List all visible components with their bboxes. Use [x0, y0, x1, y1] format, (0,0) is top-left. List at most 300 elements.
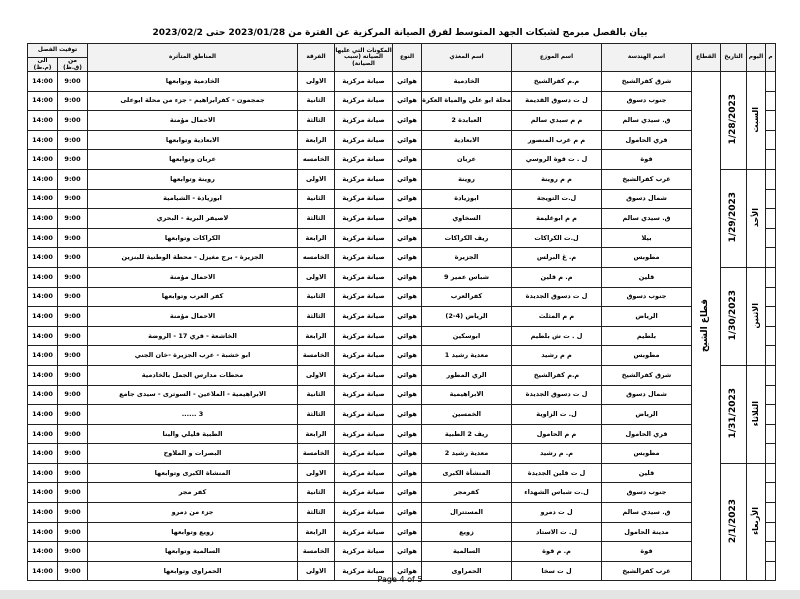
day-label: الأربعاء	[750, 507, 760, 536]
feeder-cell: زويع	[422, 522, 512, 542]
components-cell: صيانة مركزية	[335, 72, 393, 92]
dist-cell: م م روينة	[512, 169, 602, 189]
feeder-cell: الابعادية	[422, 130, 512, 150]
table-row	[28, 385, 776, 405]
row-marker-cell	[766, 326, 776, 346]
day-label: السبت	[750, 106, 760, 133]
table-row	[28, 444, 776, 464]
to-cell: 14:00	[28, 424, 58, 444]
row-marker-cell	[766, 424, 776, 444]
date-cell	[721, 169, 747, 267]
col-components: المكونات التي عليها الصيانه (سبب الصيانة)	[335, 44, 393, 72]
eng-cell: مطوبس	[602, 346, 692, 366]
components-cell: صيانة مركزية	[335, 150, 393, 170]
areas-cell: الجزيرة - برج مغيزل - محطة الوطنية للبنزين	[88, 248, 298, 268]
type-cell: هوائي	[393, 365, 422, 385]
dist-cell: ل.ت التويجة	[512, 189, 602, 209]
row-marker-cell	[766, 209, 776, 229]
eng-cell: الرياض	[602, 405, 692, 425]
table-row	[28, 150, 776, 170]
type-cell: هوائي	[393, 111, 422, 131]
components-cell: صيانة مركزية	[335, 444, 393, 464]
areas-cell: ابوزيادة - الشيامية	[88, 189, 298, 209]
components-cell: صيانة مركزية	[335, 189, 393, 209]
col-day: اليوم	[747, 44, 766, 72]
type-cell: هوائي	[393, 228, 422, 248]
row-marker-cell	[766, 130, 776, 150]
eng-cell: قوة	[602, 150, 692, 170]
team-cell: الثانية	[298, 91, 335, 111]
components-cell: صيانة مركزية	[335, 307, 393, 327]
table-row	[28, 189, 776, 209]
row-marker-cell	[766, 385, 776, 405]
table-row	[28, 346, 776, 366]
row-marker-cell	[766, 248, 776, 268]
eng-cell: شمال دسوق	[602, 189, 692, 209]
eng-cell: ق. سيدي سالم	[602, 209, 692, 229]
from-cell: 9:00	[58, 209, 88, 229]
to-cell: 14:00	[28, 130, 58, 150]
components-cell: صيانة مركزية	[335, 503, 393, 523]
eng-cell: بيلا	[602, 228, 692, 248]
row-marker-cell	[766, 522, 776, 542]
eng-cell: الرياض	[602, 307, 692, 327]
date-label: 1/31/2023	[727, 388, 738, 439]
day-label: الاثنين	[750, 302, 760, 329]
from-cell: 9:00	[58, 326, 88, 346]
from-cell: 9:00	[58, 405, 88, 425]
row-marker-cell	[766, 346, 776, 366]
areas-cell: ابو خشبة - عرب الجزيرة -خان الجني	[88, 346, 298, 366]
components-cell: صيانة مركزية	[335, 405, 393, 425]
feeder-cell: الري المطور	[422, 365, 512, 385]
feeder-cell: الرياض (4-2)	[422, 307, 512, 327]
row-marker-cell	[766, 91, 776, 111]
components-cell: صيانة مركزية	[335, 326, 393, 346]
dist-cell: ل ت دسوق الجديدة	[512, 385, 602, 405]
dist-cell: ل . ت قوة الروسي	[512, 150, 602, 170]
areas-cell: جزء من دمرو	[88, 503, 298, 523]
eng-cell: قري الحامول	[602, 130, 692, 150]
dist-cell: ل ت دمرو	[512, 503, 602, 523]
eng-cell: ق. سيدي سالم	[602, 503, 692, 523]
day-cell	[747, 72, 766, 170]
row-marker-cell	[766, 169, 776, 189]
components-cell: صيانة مركزية	[335, 542, 393, 562]
components-cell: صيانة مركزية	[335, 424, 393, 444]
team-cell: الرابعة	[298, 326, 335, 346]
dist-cell: م. غ البرلس	[512, 248, 602, 268]
date-cell	[721, 267, 747, 365]
components-cell: صيانة مركزية	[335, 287, 393, 307]
to-cell: 14:00	[28, 72, 58, 92]
type-cell: هوائي	[393, 522, 422, 542]
team-cell: الثالثة	[298, 307, 335, 327]
dist-cell: م.م كفرالشيخ	[512, 72, 602, 92]
team-cell: الاولى	[298, 169, 335, 189]
to-cell: 14:00	[28, 444, 58, 464]
feeder-cell: الابراهيمية	[422, 385, 512, 405]
table-row	[28, 326, 776, 346]
row-marker-cell	[766, 405, 776, 425]
from-cell: 9:00	[58, 72, 88, 92]
feeder-cell: السالمية	[422, 542, 512, 562]
table-row	[28, 91, 776, 111]
type-cell: هوائي	[393, 405, 422, 425]
viewer-bottom-bar	[0, 590, 800, 599]
areas-cell: الابراهيمية - الملاعين - السوترى - سيدى جامع	[88, 385, 298, 405]
from-cell: 9:00	[58, 150, 88, 170]
components-cell: صيانة مركزية	[335, 522, 393, 542]
day-cell	[747, 267, 766, 365]
feeder-cell: كفرالعرب	[422, 287, 512, 307]
areas-cell: الخاشعة - قري 17 - الروضة	[88, 326, 298, 346]
from-cell: 9:00	[58, 463, 88, 483]
feeder-cell: ابوسكين	[422, 326, 512, 346]
eng-cell: جنوب دسوق	[602, 483, 692, 503]
row-marker-cell	[766, 542, 776, 562]
date-cell	[721, 72, 747, 170]
team-cell: الثالثة	[298, 111, 335, 131]
feeder-cell: السخاوي	[422, 209, 512, 229]
to-cell: 14:00	[28, 189, 58, 209]
dist-cell: ل ت قلين الجديدة	[512, 463, 602, 483]
day-label: الأحد	[750, 208, 760, 228]
to-cell: 14:00	[28, 209, 58, 229]
row-marker-cell	[766, 483, 776, 503]
type-cell: هوائي	[393, 307, 422, 327]
dist-cell: م. م قلين	[512, 267, 602, 287]
feeder-cell: الخمسين	[422, 405, 512, 425]
team-cell: الثالثة	[298, 503, 335, 523]
areas-cell: روينة وتوابعها	[88, 169, 298, 189]
dist-cell: ل.ت الكراكات	[512, 228, 602, 248]
dist-cell: ل.ت شباس الشهداء	[512, 483, 602, 503]
type-cell: هوائي	[393, 267, 422, 287]
type-cell: هوائي	[393, 248, 422, 268]
to-cell: 14:00	[28, 503, 58, 523]
table-row	[28, 463, 776, 483]
dist-cell: ل ت دسوق الجديدة	[512, 287, 602, 307]
to-cell: 14:00	[28, 385, 58, 405]
eng-cell: شمال دسوق	[602, 385, 692, 405]
col-from: من (ق.ظ)	[58, 58, 88, 72]
to-cell: 14:00	[28, 405, 58, 425]
table-row	[28, 111, 776, 131]
to-cell: 14:00	[28, 267, 58, 287]
from-cell: 9:00	[58, 189, 88, 209]
eng-cell: مدينة الحامول	[602, 522, 692, 542]
table-row	[28, 307, 776, 327]
col-team: الفرقة	[298, 44, 335, 72]
components-cell: صيانة مركزية	[335, 111, 393, 131]
dist-cell: م م المثلث	[512, 307, 602, 327]
team-cell: الرابعة	[298, 228, 335, 248]
feeder-cell: معدية رشيد 2	[422, 444, 512, 464]
row-marker-cell	[766, 444, 776, 464]
dist-cell: ل . ت ش بلطيم	[512, 326, 602, 346]
col-sector: القطاع	[692, 44, 721, 72]
dist-cell: م م ابوغليمة	[512, 209, 602, 229]
table-row	[28, 228, 776, 248]
eng-cell: ق. سيدي سالم	[602, 111, 692, 131]
to-cell: 14:00	[28, 91, 58, 111]
team-cell: الثانية	[298, 189, 335, 209]
eng-cell: شرق كفرالشيخ	[602, 72, 692, 92]
from-cell: 9:00	[58, 385, 88, 405]
areas-cell: كفر العرب وتوابعها	[88, 287, 298, 307]
date-label: 1/28/2023	[727, 94, 738, 145]
eng-cell: شرق كفرالشيخ	[602, 365, 692, 385]
row-marker-cell	[766, 307, 776, 327]
from-cell: 9:00	[58, 267, 88, 287]
feeder-cell: العبابدة 2	[422, 111, 512, 131]
areas-cell: الكراكات وتوابعها	[88, 228, 298, 248]
table-row	[28, 503, 776, 523]
feeder-cell: عربان	[422, 150, 512, 170]
date-label: 2/1/2023	[727, 499, 738, 544]
type-cell: هوائي	[393, 542, 422, 562]
team-cell: الثالثة	[298, 405, 335, 425]
feeder-cell: ابوزيادة	[422, 189, 512, 209]
components-cell: صيانة مركزية	[335, 346, 393, 366]
type-cell: هوائي	[393, 91, 422, 111]
team-cell: الثانية	[298, 483, 335, 503]
eng-cell: قلين	[602, 463, 692, 483]
to-cell: 14:00	[28, 287, 58, 307]
eng-cell: غرب كفرالشيخ	[602, 561, 692, 581]
eng-cell: جنوب دسوق	[602, 287, 692, 307]
team-cell: الخامسه	[298, 150, 335, 170]
team-cell: الاولى	[298, 72, 335, 92]
from-cell: 9:00	[58, 542, 88, 562]
col-m: م	[766, 44, 776, 72]
type-cell: هوائي	[393, 346, 422, 366]
components-cell: صيانة مركزية	[335, 483, 393, 503]
type-cell: هوائي	[393, 189, 422, 209]
components-cell: صيانة مركزية	[335, 248, 393, 268]
areas-cell: 3 ......	[88, 405, 298, 425]
row-marker-cell	[766, 150, 776, 170]
table-header	[28, 44, 776, 72]
dist-cell: م م الحامول	[512, 424, 602, 444]
areas-cell: جمجمون - كفرابراهيم - جزء من محلة ابوعلى	[88, 91, 298, 111]
feeder-cell: روينة	[422, 169, 512, 189]
col-dist: اسم الموزع	[512, 44, 602, 72]
feeder-cell: معدية رشيد 1	[422, 346, 512, 366]
to-cell: 14:00	[28, 522, 58, 542]
row-marker-cell	[766, 503, 776, 523]
components-cell: صيانة مركزية	[335, 385, 393, 405]
sector-cell	[692, 72, 721, 581]
team-cell: الاولى	[298, 463, 335, 483]
eng-cell: غرب كفرالشيخ	[602, 169, 692, 189]
schedule-table	[27, 43, 776, 581]
areas-cell: الطبية قليلي والبنا	[88, 424, 298, 444]
components-cell: صيانة مركزية	[335, 228, 393, 248]
dist-cell: ل. ت الزاوية	[512, 405, 602, 425]
areas-cell: عربان وتوابعها	[88, 150, 298, 170]
team-cell: الخامسة	[298, 346, 335, 366]
eng-cell: مطوبس	[602, 444, 692, 464]
eng-cell: جنوب دسوق	[602, 91, 692, 111]
feeder-cell: ريف 2 الطبية	[422, 424, 512, 444]
from-cell: 9:00	[58, 365, 88, 385]
row-marker-cell	[766, 189, 776, 209]
to-cell: 14:00	[28, 248, 58, 268]
to-cell: 14:00	[28, 111, 58, 131]
table-row	[28, 130, 776, 150]
table-row	[28, 267, 776, 287]
dist-cell: م م رشيد	[512, 346, 602, 366]
components-cell: صيانة مركزية	[335, 130, 393, 150]
row-marker-cell	[766, 267, 776, 287]
day-label: الثلاثاء	[750, 400, 760, 427]
date-cell	[721, 365, 747, 463]
to-cell: 14:00	[28, 307, 58, 327]
components-cell: صيانة مركزية	[335, 267, 393, 287]
components-cell: صيانة مركزية	[335, 209, 393, 229]
col-type: النوع	[393, 44, 422, 72]
type-cell: هوائي	[393, 561, 422, 581]
from-cell: 9:00	[58, 503, 88, 523]
from-cell: 9:00	[58, 424, 88, 444]
areas-cell: كفر مجر	[88, 483, 298, 503]
areas-cell: البصرات و الملاوح	[88, 444, 298, 464]
row-marker-cell	[766, 228, 776, 248]
feeder-cell: المنشأة الكبرى	[422, 463, 512, 483]
feeder-cell: كفرمجر	[422, 483, 512, 503]
components-cell: صيانة مركزية	[335, 169, 393, 189]
dist-cell: م م غرب المنصور	[512, 130, 602, 150]
from-cell: 9:00	[58, 248, 88, 268]
from-cell: 9:00	[58, 483, 88, 503]
to-cell: 14:00	[28, 326, 58, 346]
to-cell: 14:00	[28, 346, 58, 366]
team-cell: الاولى	[298, 365, 335, 385]
dist-cell: م.م كفرالشيخ	[512, 365, 602, 385]
type-cell: هوائي	[393, 72, 422, 92]
page-number: Page 4 of 5	[377, 575, 423, 584]
to-cell: 14:00	[28, 169, 58, 189]
areas-cell: الاحمال مؤمنة	[88, 111, 298, 131]
row-marker-cell	[766, 72, 776, 92]
type-cell: هوائي	[393, 385, 422, 405]
areas-cell: الخادمية وتوابعها	[88, 72, 298, 92]
type-cell: هوائي	[393, 130, 422, 150]
document-title: بيان بالفصل مبرمج لشبكات الجهد المتوسط لفرق الصيانة المركزية عن الفترة من 2023/01/28 حتى 2023/02/2	[152, 28, 648, 38]
from-cell: 9:00	[58, 130, 88, 150]
day-cell	[747, 169, 766, 267]
table-row	[28, 169, 776, 189]
team-cell: الرابعة	[298, 522, 335, 542]
components-cell: صيانة مركزية	[335, 561, 393, 581]
date-label: 1/29/2023	[727, 192, 738, 243]
dist-cell: ل. ت الاستاد	[512, 522, 602, 542]
day-cell	[747, 463, 766, 581]
areas-cell: السالمية وتوابعها	[88, 542, 298, 562]
col-date: التاريخ	[721, 44, 747, 72]
from-cell: 9:00	[58, 91, 88, 111]
feeder-cell: الخادمية	[422, 72, 512, 92]
to-cell: 14:00	[28, 228, 58, 248]
from-cell: 9:00	[58, 561, 88, 581]
from-cell: 9:00	[58, 444, 88, 464]
type-cell: هوائي	[393, 209, 422, 229]
to-cell: 14:00	[28, 483, 58, 503]
to-cell: 14:00	[28, 542, 58, 562]
table-row	[28, 522, 776, 542]
date-cell	[721, 463, 747, 581]
type-cell: هوائي	[393, 424, 422, 444]
dist-cell: م. م قوة	[512, 542, 602, 562]
table-row	[28, 72, 776, 92]
dist-cell: ل ت دسوق القديمة	[512, 91, 602, 111]
to-cell: 14:00	[28, 365, 58, 385]
eng-cell: قري الحامول	[602, 424, 692, 444]
components-cell: صيانة مركزية	[335, 365, 393, 385]
type-cell: هوائي	[393, 463, 422, 483]
areas-cell: الاحمال مؤمنة	[88, 267, 298, 287]
team-cell: الرابعة	[298, 424, 335, 444]
table-row	[28, 287, 776, 307]
from-cell: 9:00	[58, 111, 88, 131]
type-cell: هوائي	[393, 287, 422, 307]
col-feeder: اسم المغذي	[422, 44, 512, 72]
from-cell: 9:00	[58, 522, 88, 542]
from-cell: 9:00	[58, 228, 88, 248]
team-cell: الثالثة	[298, 209, 335, 229]
table-row	[28, 424, 776, 444]
row-marker-cell	[766, 111, 776, 131]
table-body	[28, 72, 776, 581]
table-row	[28, 405, 776, 425]
eng-cell: قوة	[602, 542, 692, 562]
table-row	[28, 209, 776, 229]
team-cell: الخامسة	[298, 444, 335, 464]
row-marker-cell	[766, 287, 776, 307]
type-cell: هوائي	[393, 444, 422, 464]
areas-cell: محطات مدارس الجمل بالخادمية	[88, 365, 298, 385]
areas-cell: المنشاة الكبرى وتوابعها	[88, 463, 298, 483]
from-cell: 9:00	[58, 169, 88, 189]
team-cell: الرابعة	[298, 130, 335, 150]
type-cell: هوائي	[393, 503, 422, 523]
areas-cell: لاصيفر البرية - البحري	[88, 209, 298, 229]
type-cell: هوائي	[393, 169, 422, 189]
day-cell	[747, 365, 766, 463]
eng-cell: قلين	[602, 267, 692, 287]
dist-cell: ل ت سخا	[512, 561, 602, 581]
sector-label: قطاع الشيخ	[700, 298, 711, 352]
team-cell: الخامسه	[298, 248, 335, 268]
table-row	[28, 365, 776, 385]
components-cell: صيانة مركزية	[335, 463, 393, 483]
areas-cell: الاحمال مؤمنة	[88, 307, 298, 327]
feeder-cell: شباس عمير 9	[422, 267, 512, 287]
row-marker-cell	[766, 463, 776, 483]
type-cell: هوائي	[393, 326, 422, 346]
feeder-cell: المستترال	[422, 503, 512, 523]
components-cell: صيانة مركزية	[335, 91, 393, 111]
col-eng: اسم الهندسة	[602, 44, 692, 72]
from-cell: 9:00	[58, 287, 88, 307]
feeder-cell: الجزيرة	[422, 248, 512, 268]
row-marker-cell	[766, 365, 776, 385]
col-time-group: توقيت الفصل	[28, 44, 88, 58]
team-cell: الاولى	[298, 267, 335, 287]
from-cell: 9:00	[58, 307, 88, 327]
